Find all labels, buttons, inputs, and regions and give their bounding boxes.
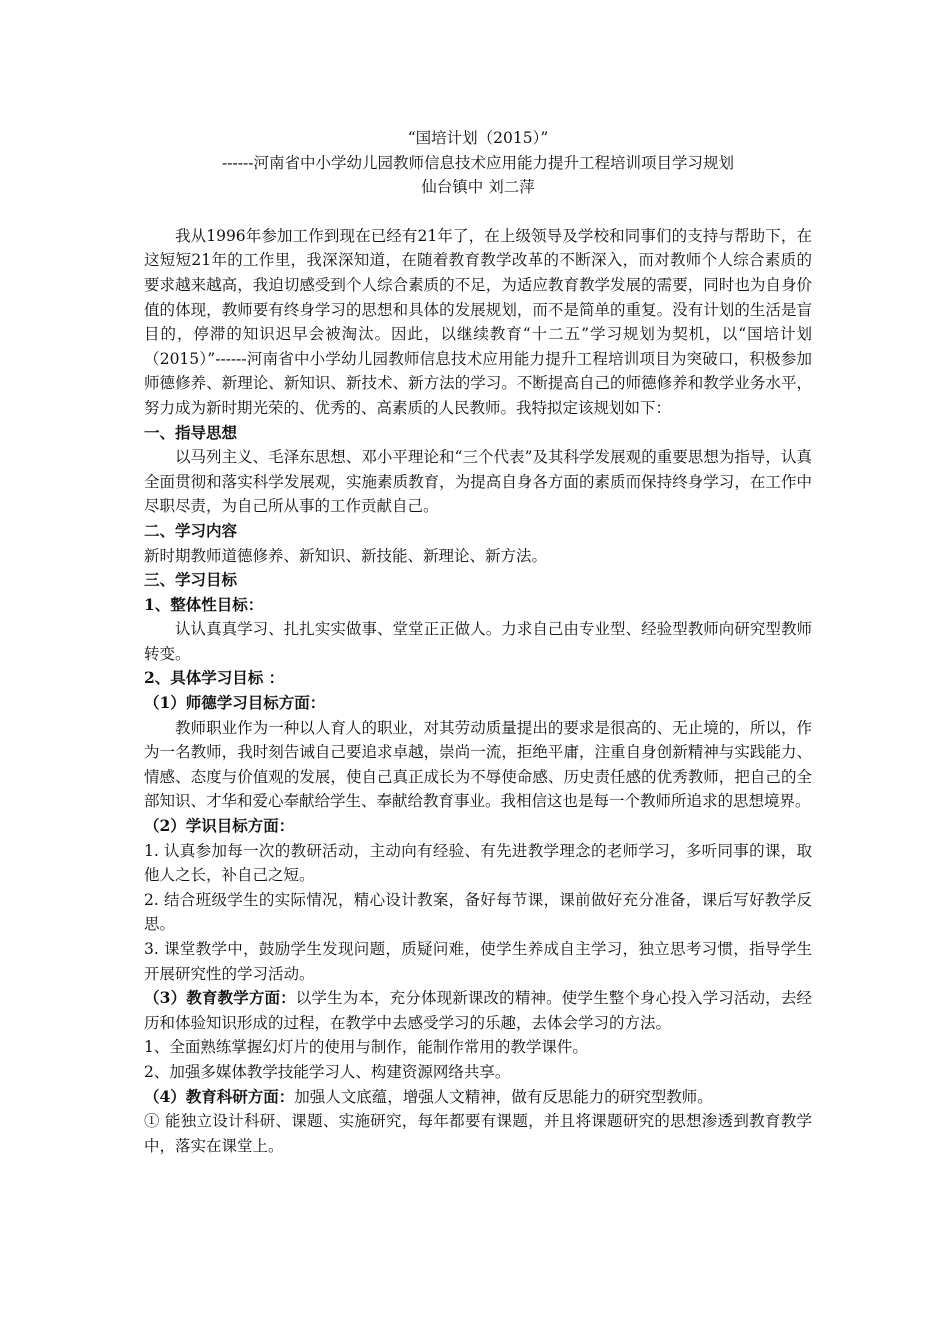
title-block xyxy=(144,126,812,200)
intro-paragraph: 我从1996年参加工作到现在已经有21年了，在上级领导及学校和同事们的支持与帮助下，在这短短21年的工作里，我深深知道，在随着教育教学改革的不断深入，而对教师个人综合素质的要求越来越高，我迫切感受到个人综合素质的不足，为适应教育教学发展的需要，同时也为自身价值的体现，教师要有终身学习的思想和具体的发展规划，而不是简单的重复。没有计划的生活是盲目的，停滞的知识迟早会被淘汰。因此，以继续教育“十二五”学习规划为契机，以“国培计划（2015）”------河南省中小学幼儿园教师信息技术应用能力提升工程培训项目为突破口，积极参加师德修养、新理论、新知识、新技术、新方法的学习。不断提高自己的师德修养和教学业务水平，努力成为新时期光荣的、优秀的、高素质的人民教师。我特拟定该规划如下： xyxy=(144,226,812,417)
teaching-item: 1、全面熟练掌握幻灯片的使用与制作，能制作常用的教学课件。 xyxy=(144,1038,588,1057)
subheading-teaching: （3）教育教学方面： xyxy=(144,988,296,1008)
subheading-research: （4）教育科研方面： xyxy=(144,1086,295,1106)
learning-content-paragraph: 新时期教师道德修养、新知识、新技能、新理论、新方法。 xyxy=(144,546,548,565)
research-item: ① 能独立设计科研、课题、实施研究，每年都要有课题，并且将课题研究的思想渗透到教育教学中，落实在课堂上。 xyxy=(144,1112,812,1155)
document-subtitle: ------河南省中小学幼儿园教师信息技术应用能力提升工程培训项目学习规划 xyxy=(222,153,734,172)
knowledge-goal-item: 1. 认真参加每一次的教研活动，主动向有经验、有先进教学理念的老师学习，多听同事的课，取他人之长，补自己之短。 xyxy=(144,841,812,885)
ethics-goals-paragraph: 教师职业作为一种以人育人的职业，对其劳动质量提出的要求是很高的、无止境的，所以，作为一名教师，我时刻告诫自己要追求卓越，崇尚一流，拒绝平庸，注重自身创新精神与实践能力、情感、态度与价值观的发展，使自己真正成长为不辱使命感、历史责任感的优秀教师，把自己的全部知识、才华和爱心奉献给学生、奉献给教育事业。我相信这也是每一个教师所追求的思想境界。 xyxy=(144,718,812,811)
teaching-paragraph xyxy=(144,986,812,1035)
overall-goal-paragraph: 认认真真学习、扎扎实实做事、堂堂正正做人。力求自己由专业型、经验型教师向研究型教师转变。 xyxy=(144,620,812,663)
knowledge-goal-item: 3. 课堂教学中，鼓励学生发现问题，质疑问难，使学生养成自主学习，独立思考习惯，指导学生开展研究性的学习活动。 xyxy=(144,940,812,983)
section-heading-learning-content: 二、学习内容 xyxy=(144,520,238,540)
subheading-overall-goal: 1、整体性目标： xyxy=(144,594,264,614)
document-content xyxy=(144,126,812,1158)
guiding-thought-paragraph: 以马列主义、毛泽东思想、邓小平理论和“三个代表”及其科学发展观的重要思想为指导，认真全面贯彻和落实科学发展观，实施素质教育，为提高自身各方面的素质而保持终身学习，在工作中尽职尽责，为自己所从事的工作贡献自己。 xyxy=(144,448,812,516)
research-paragraph xyxy=(144,1085,812,1110)
section-heading-guiding-thought: 一、指导思想 xyxy=(144,422,238,442)
subheading-specific-goals: 2、具体学习目标 ： xyxy=(144,668,285,688)
teaching-text: 以学生为本，充分体现新课改的精神。使学生整个身心投入学习活动，去经历和体验知识形成的过程，在教学中去感受学习的乐趣，去体会学习的方法。 xyxy=(144,989,812,1032)
knowledge-goal-item: 2. 结合班级学生的实际情况，精心设计教案，备好每节课，课前做好充分准备，课后写好教学反思。 xyxy=(144,890,812,934)
subheading-knowledge-goals: （2）学识目标方面： xyxy=(144,816,295,836)
section-heading-learning-goals: 三、学习目标 xyxy=(144,570,238,590)
document-title: “国培计划（2015）” xyxy=(407,129,549,147)
teaching-item: 2、加强多媒体教学技能学习人、构建资源网络共享。 xyxy=(144,1062,511,1081)
author-line: 仙台镇中 刘二萍 xyxy=(421,178,535,197)
subheading-ethics-goals: （1）师德学习目标方面： xyxy=(144,693,326,713)
research-text: 加强人文底蕴，增强人文精神，做有反思能力的研究型教师。 xyxy=(294,1087,713,1106)
